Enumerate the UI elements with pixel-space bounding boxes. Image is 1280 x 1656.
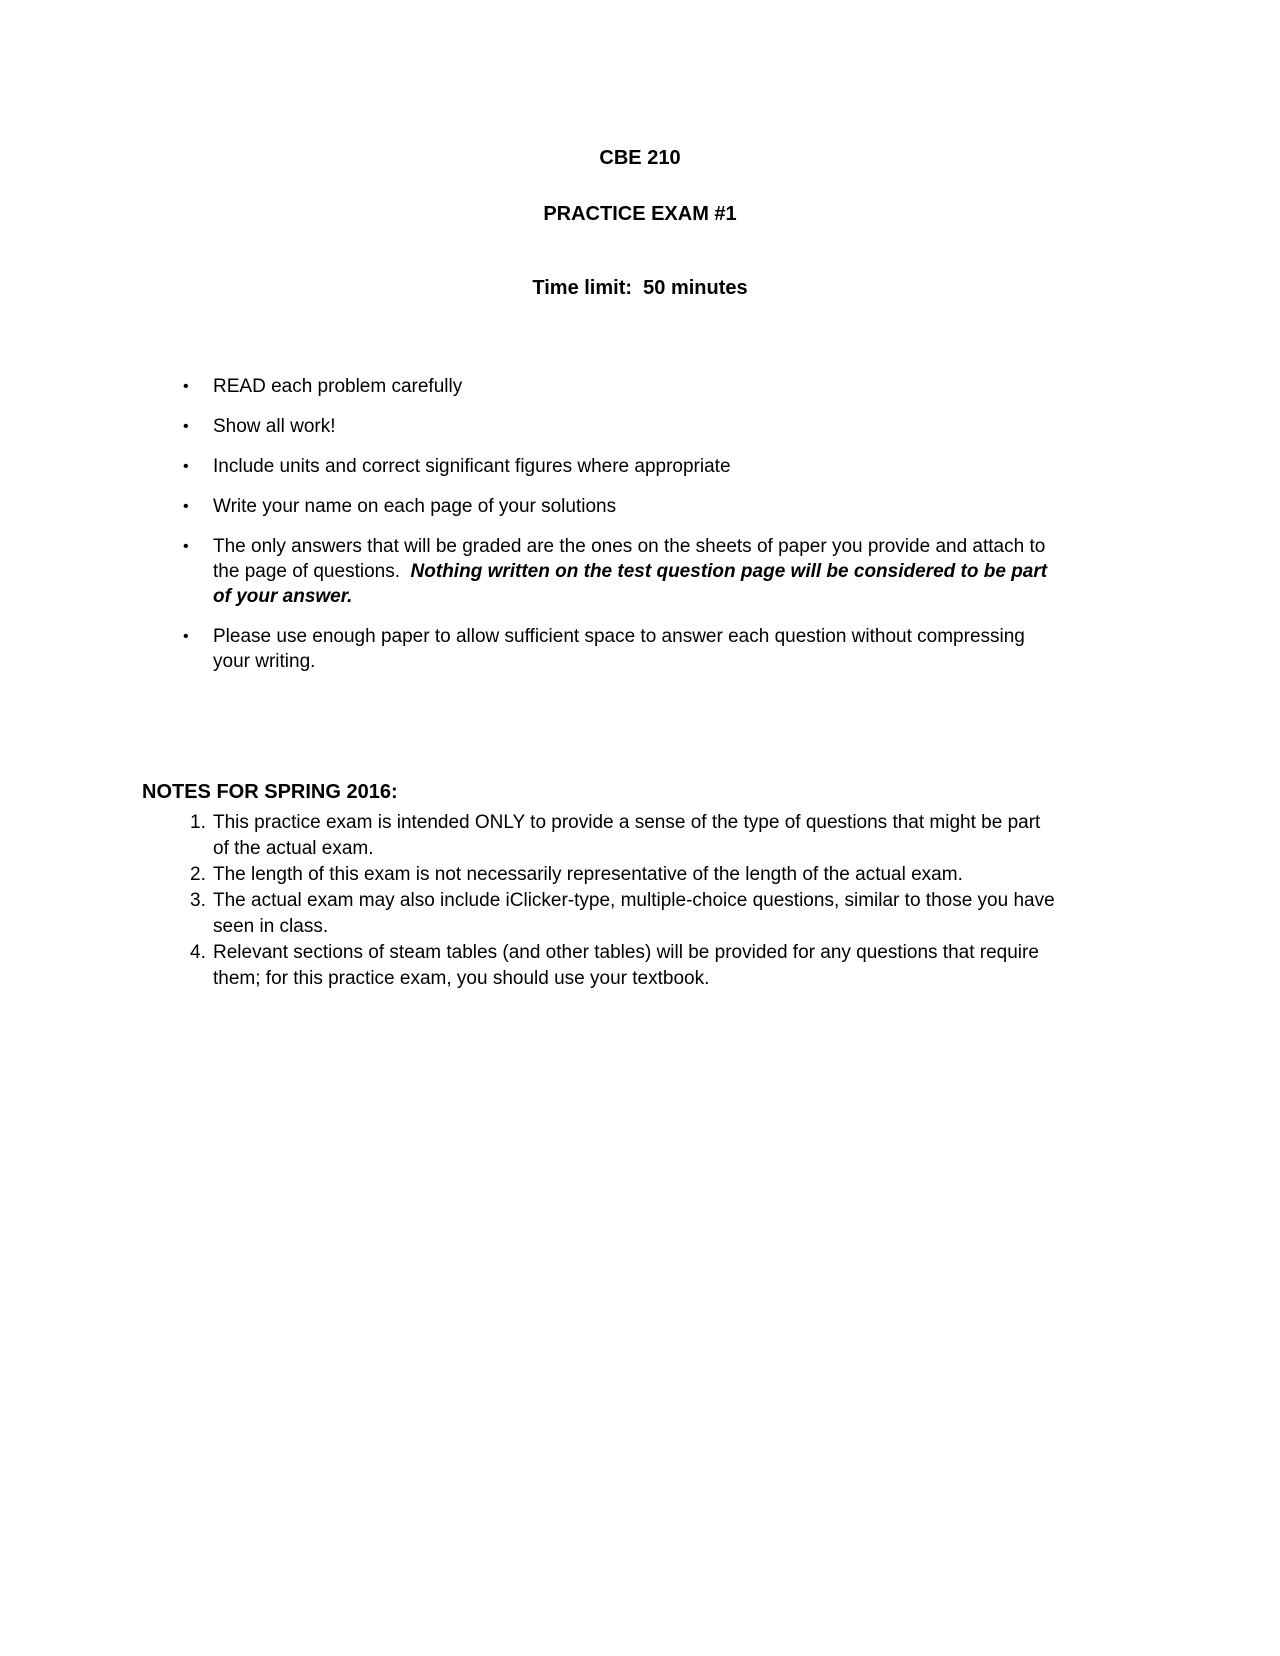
title-block: [0, 0, 1280, 301]
notes-list: [0, 810, 1280, 992]
bullet-icon: •: [183, 458, 189, 475]
bullet-item: [183, 414, 1220, 439]
note-item: [190, 810, 1280, 862]
time-limit: Time limit: 50 minutes: [532, 277, 748, 299]
bullet-icon: •: [183, 498, 189, 515]
notes-heading: NOTES FOR SPRING 2016:: [142, 781, 398, 803]
bullet-text: [213, 534, 1058, 609]
exam-title: PRACTICE EXAM #1: [543, 203, 737, 225]
bullet-text: Include units and correct significant figures where appropriate: [213, 456, 731, 477]
bullet-item: [183, 494, 1220, 519]
note-text: This practice exam is intended ONLY to provide a sense of the type of questions that might be part of the actual exam.: [213, 812, 1046, 859]
note-number: 2.: [190, 864, 206, 885]
bullet-icon: •: [183, 628, 189, 645]
note-text: Relevant sections of steam tables (and other tables) will be provided for any questions that require them; for this practice exam, you should use your textbook.: [213, 942, 1045, 989]
bullet-text-normal: The only answers that will be graded are the ones on the sheets of paper you provide and attach to the page of questions.: [213, 536, 1051, 582]
note-number: 1.: [190, 812, 206, 833]
bullet-text-emphasis: Nothing written on the test question page will be considered to be part of your answer.: [213, 561, 1053, 607]
bullet-text: Please use enough paper to allow sufficient space to answer each question without compressing your writing.: [213, 626, 1031, 672]
bullet-item: [183, 454, 1220, 479]
note-text: The length of this exam is not necessarily representative of the length of the actual exam.: [213, 864, 963, 885]
bullet-icon: •: [183, 538, 189, 555]
bullet-icon: •: [183, 378, 189, 395]
bullet-text: READ each problem carefully: [213, 376, 463, 397]
course-title: CBE 210: [599, 147, 681, 169]
bullet-text: Show all work!: [213, 416, 336, 437]
note-item: [190, 862, 1280, 888]
bullet-text: Write your name on each page of your solutions: [213, 496, 617, 517]
bullet-item: [183, 534, 1220, 609]
note-item: [190, 888, 1280, 940]
note-number: 4.: [190, 942, 206, 963]
bullet-icon: •: [183, 418, 189, 435]
bullet-item: [183, 624, 1220, 674]
note-number: 3.: [190, 890, 206, 911]
note-text: The actual exam may also include iClicker-type, multiple-choice questions, similar to those you have seen in class.: [213, 890, 1060, 937]
bullet-item: [183, 374, 1220, 399]
note-item: [190, 940, 1280, 992]
instruction-bullet-list: [183, 374, 1220, 674]
